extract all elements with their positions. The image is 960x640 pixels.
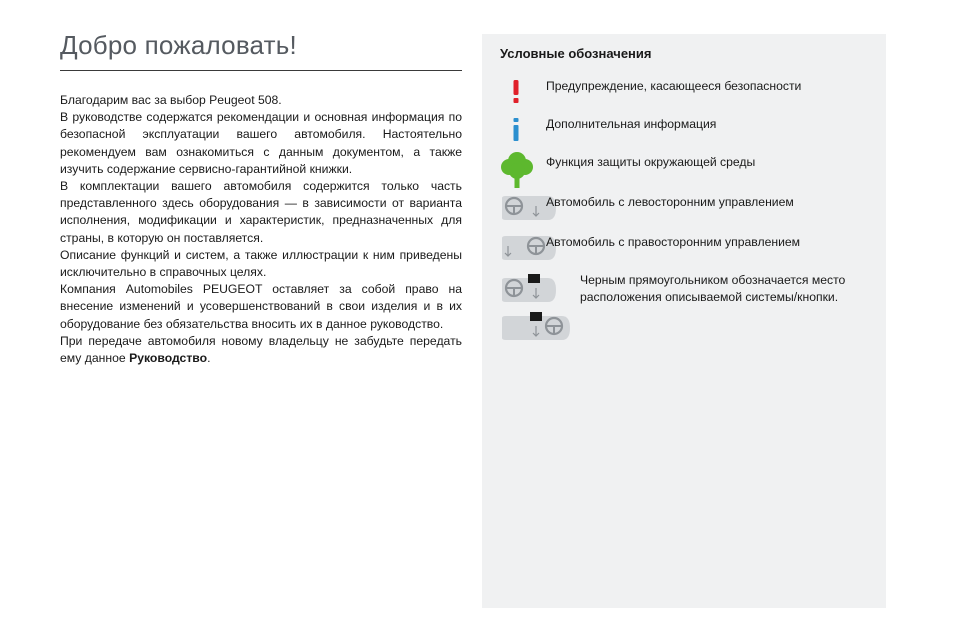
legend-text-left-hand-drive: Автомобиль с левосторонним управлением [546,195,794,209]
legend-text-environment: Функция защиты окружающей среды [546,155,756,169]
welcome-text [60,92,462,367]
legend-heading: Условные обозначения [500,46,652,61]
intro-paragraph-1: Благодарим вас за выбор Peugeot 508. [60,93,282,107]
legend-text-info: Дополнительная информация [546,117,717,131]
legend-text-right-hand-drive: Автомобиль с правосторонним управлением [546,235,801,249]
intro-paragraph-6 [60,333,462,367]
tree-icon [500,152,534,188]
intro-paragraph-3: В комплектации вашего автомобиля содержится только часть представленного здесь оборудования — в зависимости от варианта исполнения, модификации и характеристик, предназначенных для страны, в которую он поставляется. [60,179,462,245]
intro-paragraph-5: Компания Automobiles PEUGEOT оставляет за собой право на внесение изменений и усовершенствований в свои изделия и в их оборудование без обязательства вносить их в данное руководство. [60,282,462,331]
intro-paragraph-4: Описание функций и систем, а также иллюстрации к ним приведены исключительно в справочных целях. [60,247,462,280]
intro-paragraph-2: В руководстве содержатся рекомендации и основная информация по безопасной эксплуатации вашего автомобиля. Настоятельно рекомендуем вам ознакомиться с данным документом, а также изучить содержание сервисно-гарантийной книжки. [60,110,462,176]
legend-text-warning: Предупреждение, касающееся безопасности [546,79,802,93]
control-position-rhd-icon [500,312,572,342]
page-title: Добро пожаловать! [60,30,297,60]
control-position-lhd-icon [500,274,558,302]
legend-text-control-position: Черным прямоугольником обозначается место расположения описываемой системы/кнопки. [580,273,846,304]
title-divider [60,70,462,71]
warning-exclamation-icon [508,80,524,104]
manual-bold-word: Руководство [129,351,208,366]
info-icon [508,118,524,142]
legend-panel [482,34,886,608]
intro-paragraph-6-text: При передаче автомобиля новому владельцу не забудьте передать ему данное [60,333,462,366]
intro-paragraph-6-end: . [207,351,211,366]
